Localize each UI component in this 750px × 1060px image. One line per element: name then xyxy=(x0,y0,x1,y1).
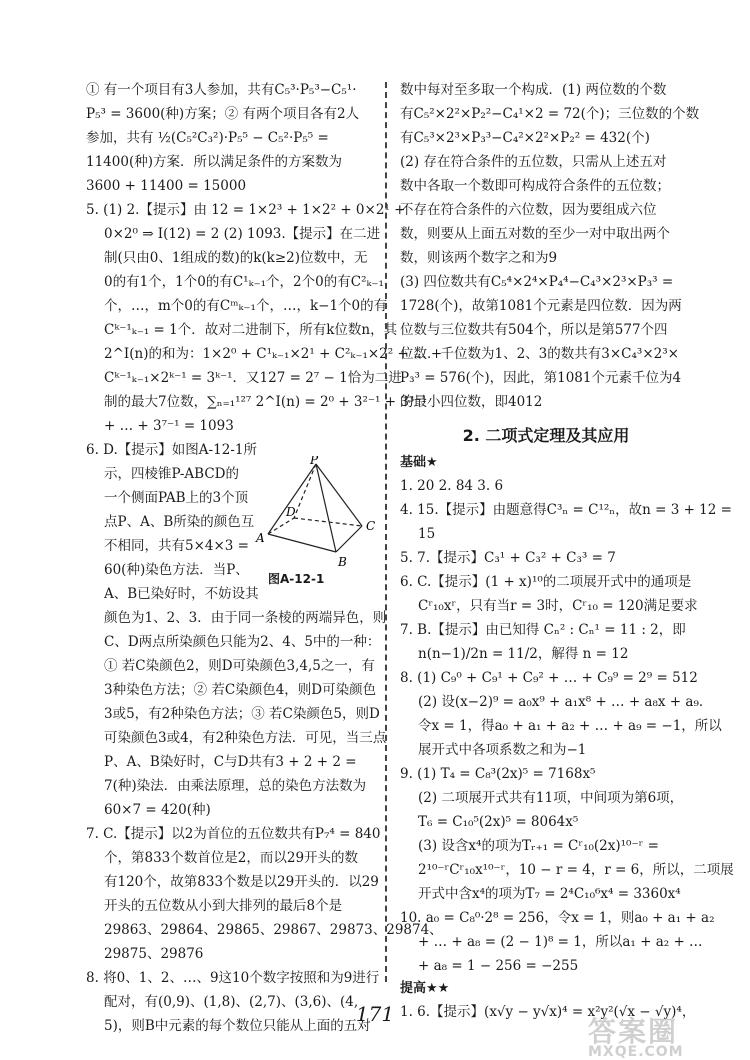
column-divider xyxy=(385,82,387,982)
text-line: 不存在符合条件的六位数，因为要组成六位 xyxy=(400,202,657,218)
text-line: 有120个，故第833个数是以29开头的．以29 xyxy=(104,874,379,890)
text-line: ① 有一个项目有3人参加，共有C₅³·P₅³−C₅¹· xyxy=(86,82,357,98)
answer-line: 展开式中各项系数之和为−1 xyxy=(418,742,587,758)
text-line: 颜色为1、2、3．由于同一条棱的两端异色，则 xyxy=(104,610,387,626)
answer-line: 5. 7.【提示】C₃¹ + C₃² + C₃³ = 7 xyxy=(400,550,616,566)
answer-line: 1. 20 2. 84 3. 6 xyxy=(400,478,504,494)
text-line: (2) 存在符合条件的五位数，只需从上述五对 xyxy=(400,154,667,170)
label-a: A xyxy=(256,531,265,545)
answer-line: T₆ = C₁₀⁵(2x)⁵ = 8064x⁵ xyxy=(418,814,579,830)
text-line: Cᵏ⁻¹ₖ₋₁ = 1个．故对二进制下，所有k位数n，其 xyxy=(104,322,398,338)
answer-line: 7. B.【提示】由已知得 Cₙ² : Cₙ¹ = 11 : 2，即 xyxy=(400,622,686,638)
text-line: 0×2⁰ ⇒ I(12) = 2 (2) 1093.【提示】在二进 xyxy=(104,226,381,242)
answer-line: 6. C.【提示】(1 + x)¹⁰的二项展开式中的通项是 xyxy=(400,574,692,590)
answer-line: 开式中含x⁴的项为T₇ = 2⁴C₁₀⁶x⁴ = 3360x⁴ xyxy=(418,886,681,902)
answer-line: 9. (1) T₄ = C₈³(2x)⁵ = 7168x⁵ xyxy=(400,766,596,782)
answer-line: 15 xyxy=(418,526,436,542)
text-line: 个，…，m个0的有Cᵐₖ₋₁个，…，k−1个0的有 xyxy=(104,298,388,314)
text-line: 数，则该两个数字之和为9 xyxy=(400,250,558,266)
text-line: (3) 四位数共有C₅⁴×2⁴×P₄⁴−C₄³×2³×P₃³ = xyxy=(400,274,674,290)
answer-line: 10. a₀ = C₈⁰·2⁸ = 256，令x = 1，则a₀ + a₁ + a₂ xyxy=(400,910,715,926)
answer-line: 8. (1) C₉⁰ + C₉¹ + C₉² + … + C₉⁹ = 2⁹ = 512 xyxy=(400,670,698,686)
text-line: 3种染色方法；② 若C染颜色4，则D可染颜色 xyxy=(104,682,377,698)
text-line: 的最小四位数，即4012 xyxy=(400,394,543,410)
text-line: 3或5，有2种染色方法；③ 若C染颜色5，则D xyxy=(104,706,380,722)
answer-line: 1. 6.【提示】(x√y − y√x)⁴ = x²y²(√x − √y)⁴， xyxy=(400,1004,696,1020)
text-line: 1728(个)，故第1081个元素是四位数．因为两 xyxy=(400,298,682,314)
watermark-url: MXQE.COM xyxy=(588,1044,684,1060)
problem-8: 8. 将0、1、2、…、9这10个数字按照和为9进行 xyxy=(86,970,380,986)
answer-line: Cʳ₁₀xʳ，只有当r = 3时，Cʳ₁₀ = 120满足要求 xyxy=(418,598,698,614)
pyramid-figure xyxy=(254,456,386,596)
figure-caption: 图A-12-1 xyxy=(268,572,325,586)
problem-7: 7. C.【提示】以2为首位的五位数共有P₇⁴ = 840 xyxy=(86,826,381,842)
text-line: 数中每对至多取一个构成．(1) 两位数的个数 xyxy=(400,82,667,98)
text-line: 5)，则B中元素的每个数位只能从上面的五对 xyxy=(104,1018,371,1034)
text-line: 不相同，共有5×4×3 = xyxy=(104,538,249,554)
text-line: 制(只由0、1组成的数)的k(k≥2)位数中，无 xyxy=(104,250,368,266)
label-d: D xyxy=(286,505,296,519)
text-line: 3600 + 11400 = 15000 xyxy=(86,178,247,194)
text-line: + … + 3⁷⁻¹ = 1093 xyxy=(104,418,234,434)
text-line: 2^I(n)的和为：1×2⁰ + C¹ₖ₋₁×2¹ + C²ₖ₋₁×2² + … + xyxy=(104,346,443,362)
answer-line: (2) 设(x−2)⁹ = a₀x⁹ + a₁x⁸ + … + a₈x + a₉． xyxy=(418,694,713,710)
text-line: 开头的五位数从小到大排列的最后8个是 xyxy=(104,898,343,914)
answer-line: (3) 设含x⁴的项为Tᵣ₊₁ = Cʳ₁₀(2x)¹⁰⁻ʳ = xyxy=(418,838,659,854)
label-p: P xyxy=(310,456,319,467)
text-line: 一个侧面PAB上的3个顶 xyxy=(104,490,249,506)
text-line: 数中各取一个数即可构成符合条件的五位数； xyxy=(400,178,670,194)
pyramid-diagram xyxy=(254,456,386,568)
text-line: 位数．千位数为1、2、3的数共有3×C₄³×2³× xyxy=(400,346,679,362)
text-line: 配对，有(0,9)、(1,8)、(2,7)、(3,6)、(4, xyxy=(104,994,359,1010)
text-line: 0的有1个，1个0的有C¹ₖ₋₁个，2个0的有C²ₖ₋₁ xyxy=(104,274,384,290)
text-line: 有C₅²×2²×P₂²−C₄¹×2 = 72(个)；三位数的个数 xyxy=(400,106,700,122)
watermark-text: 答案圈 xyxy=(588,1015,679,1048)
text-line: ① 若C染颜色2，则D可染颜色3,4,5之一，有 xyxy=(104,658,375,674)
answer-line: (2) 二项展开式共有11项，中间项为第6项， xyxy=(418,790,684,806)
text-line: 点P、A、B所染的颜色互 xyxy=(104,514,255,530)
text-line: 位数与三位数共有504个，所以是第577个四 xyxy=(400,322,668,338)
subsection-basic: 基础★ xyxy=(400,455,438,470)
subsection-advanced: 提高★★ xyxy=(400,981,450,996)
page-number: 171 xyxy=(355,1002,395,1026)
answer-line: 4. 15.【提示】由题意得C³ₙ = C¹²ₙ，故n = 3 + 12 = xyxy=(400,502,732,518)
answer-line: n(n−1)/2n = 11/2，解得 n = 12 xyxy=(418,646,629,662)
text-line: 60×7 = 420(种) xyxy=(104,802,211,818)
text-line: 制的最大7位数，∑ₙ₌₁¹²⁷ 2^I(n) = 2⁰ + 3²⁻¹ + 3³⁻¹ xyxy=(104,394,427,410)
label-c: C xyxy=(366,519,376,533)
answer-line: + a₈ = 1 − 256 = −255 xyxy=(418,958,579,974)
text-line: 29875、29876 xyxy=(104,946,204,962)
text-line: 60(种)染色方法．当P、 xyxy=(104,562,249,578)
text-line: 参加，共有 ½(C₅²C₃²)·P₅⁵ − C₅²·P₅⁵ = xyxy=(86,130,329,146)
text-line: 7(种)染法．由乘法原理，总的染色方法数为 xyxy=(104,778,367,794)
watermark-logo xyxy=(588,1010,738,1060)
text-line: 29863、29864、29865、29867、29873、29874、 xyxy=(104,922,443,938)
problem-5: 5. (1) 2.【提示】由 12 = 1×2³ + 1×2² + 0×2¹ + xyxy=(86,202,406,218)
answer-line: 令x = 1，得a₀ + a₁ + a₂ + … + a₉ = −1，所以 xyxy=(418,718,722,734)
answer-line: + … + a₈ = (2 − 1)⁸ = 1，所以a₁ + a₂ + … xyxy=(418,934,703,950)
text-line: 个，第833个数首位是2，而以29开头的数 xyxy=(104,850,359,866)
text-line: 数，则要从上面五对数的至少一对中取出两个 xyxy=(400,226,670,242)
answer-line: 2¹⁰⁻ʳCʳ₁₀x¹⁰⁻ʳ，10 − r = 4，r = 6，所以，二项展 xyxy=(418,862,734,878)
problem-6: 6. D.【提示】如图A-12-1所 xyxy=(86,442,257,458)
text-line: 可染颜色3或4，有2种染色方法．可见，当三点 xyxy=(104,730,387,746)
text-line: P₅³ = 3600(种)方案；② 有两个项目各有2人 xyxy=(86,106,360,122)
section-title: 2. 二项式定理及其应用 xyxy=(462,426,630,445)
text-line: Cᵏ⁻¹ₖ₋₁×2ᵏ⁻¹ = 3ᵏ⁻¹．又127 = 2⁷ − 1恰为二进 xyxy=(104,370,402,386)
label-b: B xyxy=(338,555,347,568)
text-line: C、D两点所染颜色只能为2、4、5中的一种： xyxy=(104,634,381,650)
text-line: 11400(种)方案．所以满足条件的方案数为 xyxy=(86,154,342,170)
text-line: A、B已染好时，不妨设其 xyxy=(104,586,259,602)
text-line: 有C₅³×2³×P₃³−C₄²×2²×P₂² = 432(个) xyxy=(400,130,650,146)
right-column xyxy=(400,78,734,1024)
text-line: P₃³ = 576(个)，因此，第1081个元素千位为4 xyxy=(400,370,682,386)
text-line: P、A、B染好时，C与D共有3 + 2 + 2 = xyxy=(104,754,357,770)
text-line: 示，四棱锥P-ABCD的 xyxy=(104,466,239,482)
